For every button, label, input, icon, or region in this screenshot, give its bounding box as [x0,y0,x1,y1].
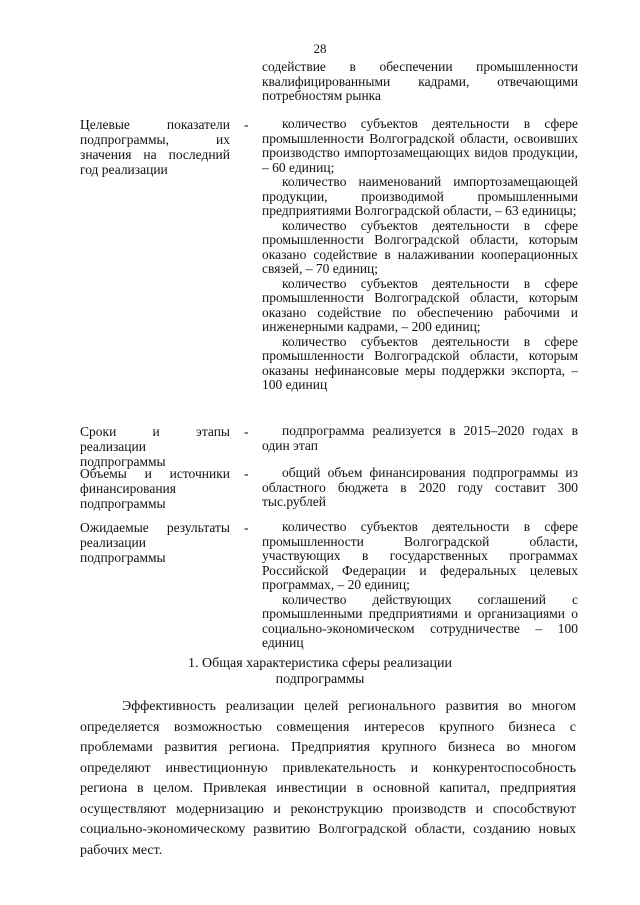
body-text [80,697,576,861]
body-paragraph: Эффективность реализации целей регионального развития во многом определяется возможностью совмещения интересов крупного бизнеса с проблемами развития региона. Предприятия крупного бизнеса во многом определяют инвестиционную привлекательность и конкурентоспособность региона в целом. Привлекая инвестиции в основной капитал, предприятия осуществляют модернизацию и реконструкцию производств и способствуют социально-экономическому развитию Волгоградской области, созданию новых рабочих мест. [80,699,576,858]
top-continuation [262,60,578,104]
list-item: подпрограмма реализуется в 2015–2020 годах в один этап [262,423,578,453]
row-value [262,520,578,651]
section-heading [0,656,640,688]
row-value [262,424,578,453]
row-label: Сроки и этапы реализации подпрограммы [80,424,230,469]
list-item: количество действующих соглашений с промышленными предприятиями и организациями о социально-экономическом сотрудничестве – 100 единиц [262,591,578,650]
row-dash: - [244,117,249,132]
list-item: количество субъектов деятельности в сфере промышленности Волгоградской области, которым оказано содействие в налаживании кооперационных связей, – 70 единиц; [262,217,578,276]
row-label: Объемы и источники финансирования подпрограммы [80,466,230,511]
row-value [262,117,578,393]
continuation-text: содействие в обеспечении промышленности квалифицированными кадрами, отвечающими потребностям рынка [262,59,578,103]
row-label: Целевые показатели подпрограммы, их значения на последний год реализации [80,117,230,177]
row-dash: - [244,424,249,439]
row-label: Ожидаемые результаты реализации подпрограммы [80,520,230,565]
list-item: количество субъектов деятельности в сфере промышленности Волгоградской области, которым оказано содействие по обеспечению рабочими и инженерными кадрами, – 200 единиц; [262,275,578,334]
page-number: 28 [313,41,327,56]
list-item: количество субъектов деятельности в сфере промышленности Волгоградской области, освоивших производство импортозамещающих видов продукции, – 60 единиц; [262,116,578,175]
list-item: количество наименований импортозамещающей продукции, производимой промышленными предприятиями Волгоградской области, – 63 единицы; [262,174,578,218]
section-heading-line-1: 1. Общая характеристика сферы реализации [188,656,452,671]
section-heading-line-2: подпрограммы [275,672,365,687]
list-item: общий объем финансирования подпрограммы из областного бюджета в 2020 году составит 300 тыс.рублей [262,465,578,509]
row-dash: - [244,520,249,535]
list-item: количество субъектов деятельности в сфере промышленности Волгоградской области, которым оказаны нефинансовые меры поддержки экспорта, – 100 единиц [262,333,578,392]
row-dash: - [244,466,249,481]
list-item: количество субъектов деятельности в сфере промышленности Волгоградской области, участвующих в государственных программах Российской Федерации и федеральных целевых программах, – 20 единиц; [262,519,578,592]
row-value [262,466,578,510]
